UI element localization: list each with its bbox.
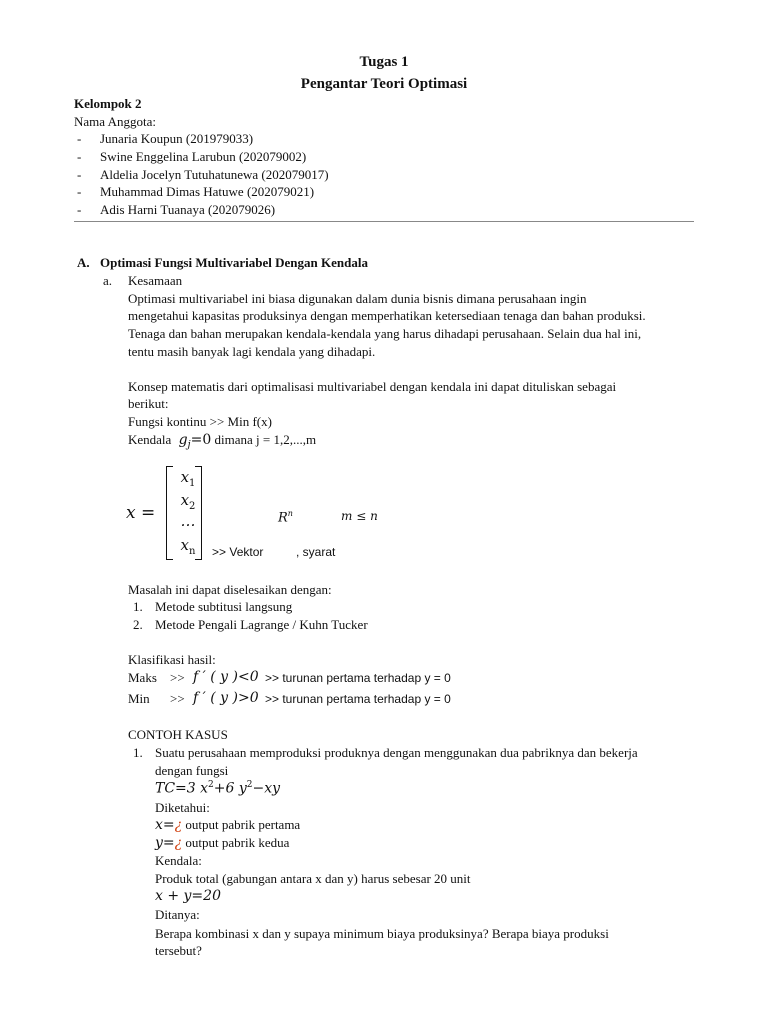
paragraph-line: tentu masih banyak lagi kendala yang dihadapi. [128, 344, 376, 359]
kendala-equation: x + y=20 [155, 888, 221, 904]
question-line: tersebut? [155, 943, 202, 958]
section-marker: A. [77, 255, 90, 270]
problem-line: Suatu perusahaan memproduksi produknya dengan menggunakan dua pabriknya dan bekerja [155, 745, 638, 760]
diketahui-label: Diketahui: [155, 800, 210, 815]
method-item: Metode Pengali Lagrange / Kuhn Tucker [155, 617, 368, 632]
document-title: Tugas 1 [359, 54, 409, 70]
member-bullet: - [77, 184, 82, 199]
kendala-prefix: Kendala [128, 432, 172, 447]
header-divider [74, 221, 694, 222]
tc-function: TC=3 $x^2+6$ $y^2-xy$ [155, 780, 281, 797]
x-definition: x=¿ output pabrik pertama [155, 817, 301, 833]
kendala-suffix: dimana j = 1,2,...,m [214, 432, 317, 447]
member-bullet: - [77, 149, 82, 164]
member-item: Aldelia Jocelyn Tutuhatunewa (202079017) [100, 167, 329, 182]
member-bullet: - [77, 202, 82, 217]
section-title: Optimasi Fungsi Multivariabel Dengan Kendala [100, 255, 368, 270]
vektor-label: >> Vektor [212, 545, 264, 559]
member-item: Swine Enggelina Larubun (202079002) [100, 149, 307, 164]
problem-line: dengan fungsi [155, 763, 229, 778]
member-bullet: - [77, 131, 82, 146]
kendala-text: Produk total (gabungan antara x dan y) harus sebesar 20 unit [155, 871, 471, 886]
klasifikasi-expr: f ′ ( y )<0 [193, 669, 259, 685]
kendala-label: Kendala: [155, 853, 202, 868]
paragraph-line: Optimasi multivariabel ini biasa digunakan dalam dunia bisnis dimana perusahaan ingin [128, 291, 587, 306]
rn-label: $R^n$ [278, 509, 293, 526]
group-label: Kelompok 2 [74, 96, 142, 111]
matrix-cell: … [180, 512, 196, 530]
method-item: Metode subtitusi langsung [155, 599, 293, 614]
klasifikasi-label-min: Min [128, 691, 150, 706]
matrix-cell: $x_n$ [180, 536, 196, 557]
klasifikasi-label: Klasifikasi hasil: [128, 652, 216, 667]
paragraph-line: berikut: [128, 396, 169, 411]
vector-matrix [166, 466, 202, 558]
klasifikasi-arrow: >> [170, 691, 185, 706]
member-item: Junaria Koupun (201979033) [100, 131, 254, 146]
method-number: 2. [133, 617, 143, 632]
y-definition: y=¿ output pabrik kedua [155, 835, 290, 851]
member-item: Muhammad Dimas Hatuwe (202079021) [100, 184, 315, 199]
matrix-cell: $x_1$ [180, 468, 196, 489]
ditanya-label: Ditanya: [155, 907, 200, 922]
condition-label: m ≤ n [341, 509, 378, 523]
document-subtitle: Pengantar Teori Optimasi [300, 76, 468, 92]
subsection-marker: a. [103, 273, 113, 288]
kendala-line [128, 432, 316, 451]
klasifikasi-desc: >> turunan pertama terhadap y = 0 [265, 671, 451, 685]
masalah-intro: Masalah ini dapat diselesaikan dengan: [128, 582, 332, 597]
kendala-sub: j [187, 439, 191, 451]
klasifikasi-arrow: >> [170, 670, 185, 685]
klasifikasi-desc: >> turunan pertama terhadap y = 0 [265, 692, 451, 706]
syarat-label: , syarat [296, 545, 336, 559]
paragraph-line: Tenaga dan bahan merupakan kendala-kendala yang harus dihadapi perusahaan. Selain dua hal ini, [128, 326, 642, 341]
matrix-lhs: x = [126, 503, 156, 523]
bracket-left [166, 466, 173, 560]
paragraph-line: Konsep matematis dari optimalisasi multivariabel dengan kendala ini dapat dituliskan sebagai [128, 379, 617, 394]
contoh-heading: CONTOH KASUS [128, 727, 228, 742]
klasifikasi-label-maks: Maks [128, 670, 157, 685]
subsection-title: Kesamaan [128, 273, 183, 288]
klasifikasi-expr: f ′ ( y )>0 [193, 690, 259, 706]
matrix-cell: $x_2$ [180, 491, 196, 512]
kendala-g: g [178, 432, 188, 448]
method-number: 1. [133, 599, 143, 614]
member-item: Adis Harni Tuanaya (202079026) [100, 202, 276, 217]
contoh-number: 1. [133, 745, 143, 760]
fungsi-line: Fungsi kontinu >> Min f(x) [128, 414, 272, 429]
member-bullet: - [77, 167, 82, 182]
paragraph-line: mengetahui kapasitas produksinya dengan memperhatikan ketersediaan tenaga dan bahan produksi. [128, 308, 646, 323]
kendala-eq: =0 [190, 432, 212, 448]
members-label: Nama Anggota: [74, 114, 156, 129]
question-line: Berapa kombinasi x dan y supaya minimum biaya produksinya? Berapa biaya produksi [155, 926, 609, 941]
